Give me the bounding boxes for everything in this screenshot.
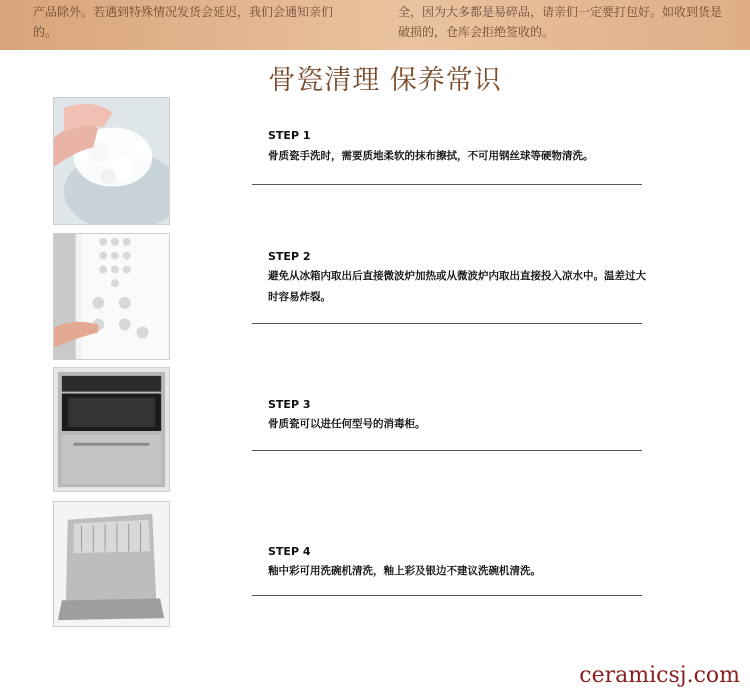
watermark: ceramicsj.com: [579, 663, 740, 688]
banner-right-text: 全，因为大多都是易碎品，请亲们一定要打包好。如收到货是破损的，仓库会拒绝签收的。: [398, 5, 723, 39]
dishwasher-image: [53, 501, 170, 627]
step-3-description: 骨质瓷可以进任何型号的消毒柜。: [268, 418, 426, 430]
top-banner: [0, 0, 750, 50]
page-title: 骨瓷清理 保养常识: [268, 65, 502, 96]
step-4-divider: [252, 595, 642, 596]
step-4-label: STEP 4: [268, 545, 311, 558]
step-1-label: STEP 1: [268, 129, 311, 142]
step-3-label: STEP 3: [268, 398, 311, 411]
disinfection-cabinet-image: [53, 367, 170, 492]
step-2-divider: [252, 323, 642, 324]
hand-washing-image: [53, 97, 170, 225]
step-4-description: 釉中彩可用洗碗机清洗，釉上彩及银边不建议洗碗机清洗。: [268, 565, 541, 577]
banner-left-text: 产品除外。若遇到特殊情况发货会延迟，我们会通知亲们的。: [33, 5, 334, 39]
step-2-description: 避免从冰箱内取出后直接微波炉加热或从微波炉内取出直接投入凉水中。温差过大时容易炸裂。: [268, 270, 646, 303]
step-1-divider: [252, 184, 642, 185]
step-2-label: STEP 2: [268, 250, 311, 263]
microwave-panel-image: [53, 233, 170, 360]
step-3-divider: [252, 450, 642, 451]
step-1-description: 骨质瓷手洗时，需要质地柔软的抹布擦拭，不可用钢丝球等硬物清洗。: [268, 150, 594, 162]
